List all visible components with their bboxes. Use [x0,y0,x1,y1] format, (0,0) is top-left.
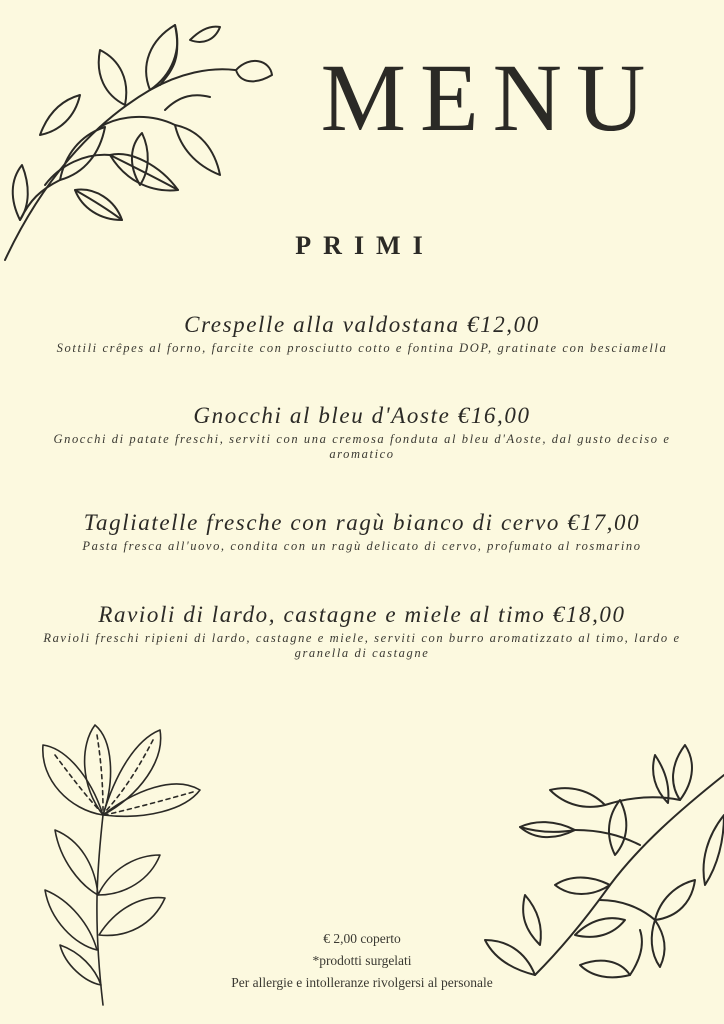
flower-bottom-left-icon [35,720,210,1010]
dish-item [30,402,694,462]
menu-footer [190,928,534,994]
dish-item [30,509,694,554]
cover-charge-note: € 2,00 coperto [323,931,401,946]
dish-name: Tagliatelle fresche con ragù bianco di cervo €17,00 [83,510,641,535]
dish-description: Ravioli freschi ripieni di lardo, castagne e miele, serviti con burro aromatizzato al timo, lardo e granella di castagne [43,631,681,660]
dish-description: Gnocchi di patate freschi, serviti con una cremosa fonduta al bleu d'Aoste, dal gusto deciso e aromatico [53,432,671,461]
dish-description: Pasta fresca all'uovo, condita con un ragù delicato di cervo, profumato al rosmarino [82,539,642,553]
allergy-note: Per allergie e intolleranze rivolgersi al personale [231,975,493,990]
dish-name: Ravioli di lardo, castagne e miele al timo €18,00 [98,602,626,627]
section-title: PRIMI [295,231,435,260]
frozen-products-note: *prodotti surgelati [312,953,412,968]
dish-item [30,311,694,356]
dish-item [30,601,694,661]
dish-name: Gnocchi al bleu d'Aoste €16,00 [193,403,531,428]
dish-description: Sottili crêpes al forno, farcite con prosciutto cotto e fontina DOP, gratinate con besciamella [56,341,668,355]
menu-title: MENU [320,44,660,151]
dish-name: Crespelle alla valdostana €12,00 [184,312,540,337]
leafy-branch-top-left-icon [0,15,280,270]
